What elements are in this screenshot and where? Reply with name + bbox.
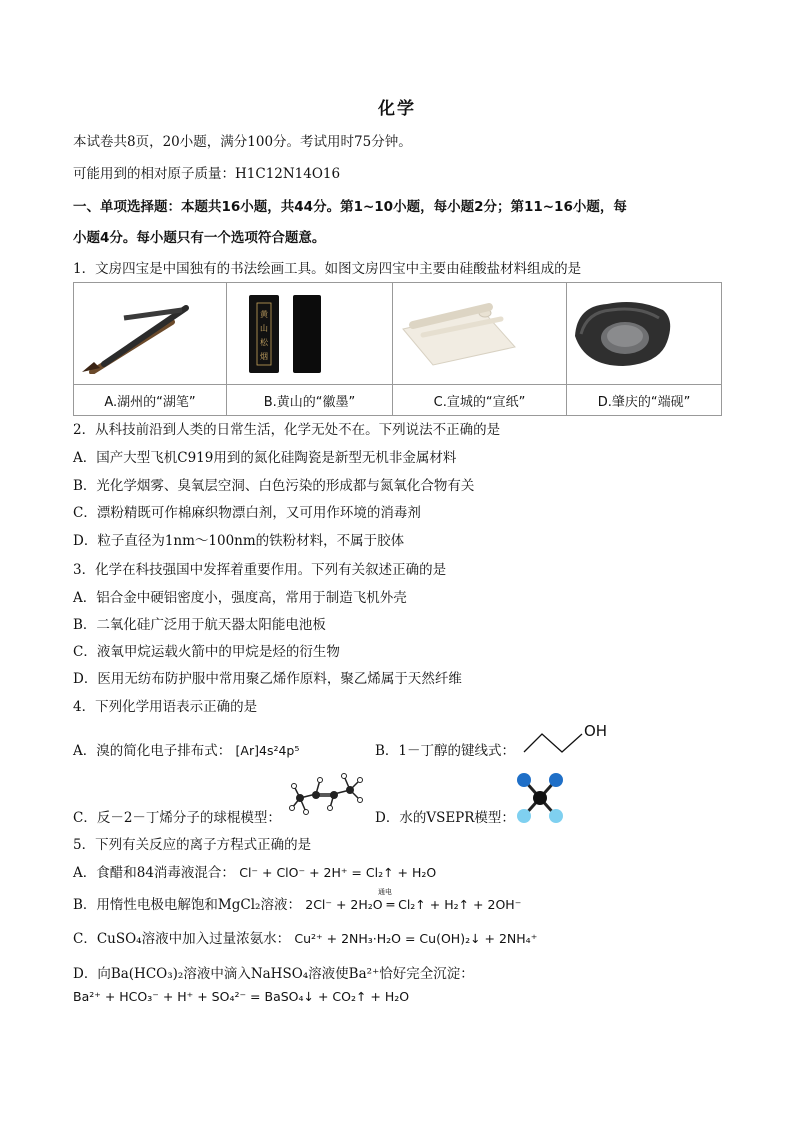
q2-option-d: D．粒子直径为1nm～100nm的铁粉材料，不属于胶体 xyxy=(73,533,405,549)
q5-option-a xyxy=(73,861,436,881)
q4-option-a-text: A．溴的简化电子排布式： xyxy=(73,743,232,759)
hydroxyl-label: OH xyxy=(584,722,608,740)
q4-option-c xyxy=(73,806,281,826)
svg-text:松: 松 xyxy=(260,337,268,347)
q5-option-b xyxy=(73,893,521,913)
page-title: 化学 xyxy=(378,99,416,119)
svg-text:山: 山 xyxy=(260,323,268,333)
water-vsepr-model xyxy=(510,768,570,828)
q3-option-d: D．医用无纺布防护服中常用聚乙烯作原料，聚乙烯属于天然纤维 xyxy=(73,671,462,687)
q5-option-b-equation: 2Cl⁻ + 2H₂O ═ Cl₂↑ + H₂↑ + 2OH⁻ xyxy=(305,897,522,912)
q5-option-c-text: C．CuSO₄溶液中加入过量浓氨水： xyxy=(73,931,291,947)
intro-line-2: 可能用到的相对原子质量：H1C12N14O16 xyxy=(73,166,341,182)
q4-option-b xyxy=(375,739,515,759)
q2-option-a: A．国产大型飞机C919用到的氮化硅陶瓷是新型无机非金属材料 xyxy=(73,450,457,466)
q1-option-d: D.肇庆的“端砚” xyxy=(567,385,722,416)
q5-option-c-equation: Cu²⁺ + 2NH₃·H₂O = Cu(OH)₂↓ + 2NH₄⁺ xyxy=(294,931,538,946)
brush-image xyxy=(74,294,194,374)
q3-option-a: A．铝合金中硬铝密度小，强度高，常用于制造飞机外壳 xyxy=(73,590,407,606)
section-heading-2: 小题4分。每小题只有一个选项符合题意。 xyxy=(73,230,326,246)
q3-stem: 3．化学在科技强国中发挥着重要作用。下列有关叙述正确的是 xyxy=(73,562,447,578)
q5-option-b-condition: 通电 xyxy=(378,888,392,896)
q1-image-cell-d xyxy=(567,283,722,385)
q5-option-a-equation: Cl⁻ + ClO⁻ + 2H⁺ = Cl₂↑ + H₂O xyxy=(239,865,437,880)
q4-option-c-text: C．反－2－丁烯分子的球棍模型： xyxy=(73,810,281,826)
ink-stick-image xyxy=(227,291,337,377)
q1-image-cell-a xyxy=(74,283,227,385)
trans-2-butene-ball-stick-model xyxy=(286,768,366,818)
q4-stem: 4．下列化学用语表示正确的是 xyxy=(73,699,258,715)
q5-option-a-text: A．食醋和84消毒液混合： xyxy=(73,865,235,881)
q2-stem: 2．从科技前沿到人类的日常生活，化学无处不在。下列说法不正确的是 xyxy=(73,422,501,438)
q3-option-b: B．二氧化硅广泛用于航天器太阳能电池板 xyxy=(73,617,326,633)
q4-option-d xyxy=(375,806,515,826)
q1-image-table xyxy=(73,282,722,416)
q3-option-c: C．液氧甲烷运载火箭中的甲烷是烃的衍生物 xyxy=(73,644,340,660)
q4-option-a xyxy=(73,739,299,759)
q5-option-d: D．向Ba(HCO₃)₂溶液中滴入NaHSO₄溶液使Ba²⁺恰好完全沉淀： xyxy=(73,966,474,982)
q1-image-cell-b xyxy=(227,283,393,385)
paper-roll-image xyxy=(393,299,523,369)
q1-image-cell-c xyxy=(393,283,567,385)
q5-stem: 5．下列有关反应的离子方程式正确的是 xyxy=(73,837,312,853)
q2-option-b: B．光化学烟雾、臭氧层空洞、白色污染的形成都与氮氧化合物有关 xyxy=(73,478,475,494)
q1-option-c: C.宣城的“宣纸” xyxy=(393,385,567,416)
q4-option-a-formula: [Ar]4s²4p⁵ xyxy=(235,743,300,758)
section-heading-1: 一、单项选择题：本题共16小题，共44分。第1~10小题，每小题2分；第11~16小题，每 xyxy=(73,199,627,215)
q4-option-b-text: B．1－丁醇的键线式： xyxy=(375,743,516,759)
svg-text:烟: 烟 xyxy=(260,351,268,361)
q5-option-b-text: B．用惰性电极电解饱和MgCl₂溶液： xyxy=(73,897,301,913)
q4-option-d-text: D．水的VSEPR模型： xyxy=(375,810,515,826)
inkstone-image xyxy=(567,296,677,372)
intro-line-1: 本试卷共8页，20小题，满分100分。考试用时75分钟。 xyxy=(73,134,412,150)
q5-option-d-equation: Ba²⁺ + HCO₃⁻ + H⁺ + SO₄²⁻ = BaSO₄↓ + CO₂↑ + H₂O xyxy=(73,989,410,1004)
svg-text:黄: 黄 xyxy=(260,309,268,319)
butanol-skeletal-formula xyxy=(520,716,616,756)
q5-option-c xyxy=(73,927,537,947)
q1-option-a: A.湖州的“湖笔” xyxy=(74,385,227,416)
q2-option-c: C．漂粉精既可作棉麻织物漂白剂，又可用作环境的消毒剂 xyxy=(73,505,421,521)
q1-option-b: B.黄山的“徽墨” xyxy=(227,385,393,416)
q1-stem: 1．文房四宝是中国独有的书法绘画工具。如图文房四宝中主要由硅酸盐材料组成的是 xyxy=(73,261,582,277)
